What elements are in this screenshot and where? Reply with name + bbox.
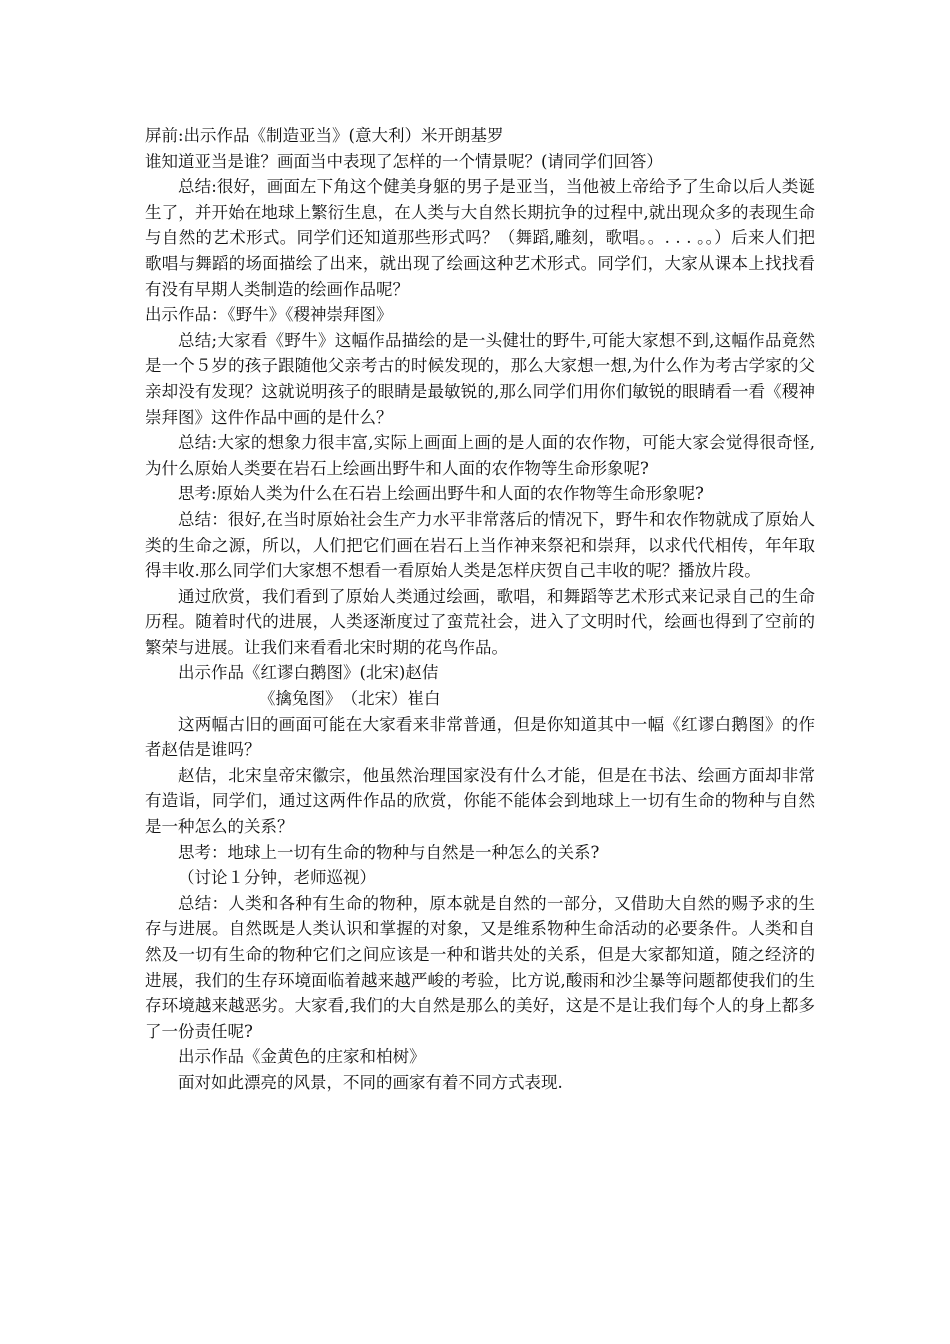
paragraph-summary-5: 总结：人类和各种有生命的物种，原本就是自然的一部分，又借助大自然的赐予求的生存与进展。自然既是人类认识和掌握的对象，又是维系物种生命活动的必要条件。人类和自然及一切有生命的物种它们之间应该是一种和谐共处的关系，但是大家都知道，随之经济的进展，我们的生存环境面临着越来越严峻的考验，比方说,酸雨和沙尘暴等问题都使我们的生存环境越来越恶劣。大家看,我们的大自然是那么的美好，这是不是让我们每个人的身上都多了一份责任呢? xyxy=(145,893,815,1041)
paragraph-think-1: 思考:原始人类为什么在石岩上绘画出野牛和人面的农作物等生命形象呢? xyxy=(178,484,704,504)
paragraph-summary-2: 总结;大家看《野牛》这幅作品描绘的是一头健壮的野牛,可能大家想不到,这幅作品竟然是一个５岁的孩子跟随他父亲考古的时候发现的，那么大家想一想,为什么作为考古学家的父亲却没有发现？这就说明孩子的眼睛是最敏锐的,那么同学们用你们敏锐的眼睛看一看《稷神崇拜图》这件作品中画的是什么？ xyxy=(145,330,815,427)
paragraph-show-works-3: 《擒兔图》 （北宋）崔白 xyxy=(259,689,441,709)
paragraph-discussion-note: （讨论１分钟，老师巡视） xyxy=(178,868,376,888)
paragraph-summary-4: 总结：很好,在当时原始社会生产力水平非常落后的情况下，野牛和农作物就成了原始人类的生命之源，所以，人们把它们画在岩石上当作神来祭祀和崇拜，以求代代相传，年年取得丰收.那么同学们大家想不想看一看原始人类是怎样庆贺自己丰收的呢？播放片段。 xyxy=(145,509,815,581)
paragraph-summary-3: 总结:大家的想象力很丰富,实际上画面上画的是人面的农作物，可能大家会觉得很奇怪,为什么原始人类要在岩石上绘画出野牛和人面的农作物等生命形象呢? xyxy=(145,433,815,478)
paragraph-question-zhaoji: 这两幅古旧的画面可能在大家看来非常普通，但是你知道其中一幅《红谬白鹅图》的作者赵佶是谁吗？ xyxy=(145,714,815,760)
paragraph-closing: 面对如此漂亮的风景，不同的画家有着不同方式表现. xyxy=(178,1072,563,1092)
paragraph-show-works-2: 出示作品《红谬白鹅图》(北宋)赵佶 xyxy=(178,663,439,683)
paragraph-summary-1: 总结:很好，画面左下角这个健美身躯的男子是亚当，当他被上帝给予了生命以后人类诞生了，并开始在地球上繁衍生息，在人类与大自然长期抗争的过程中,就出现众多的表现生命与自然的艺术形式。同学们还知道那些形式吗？（舞蹈,雕刻，歌唱。。. . . 。。）后来人们把歌唱与舞蹈的场面描绘了出来，就出现了绘画这种艺术形式。同学们，大家从课本上找找看有没有早期人类制造的绘画作品呢？ xyxy=(145,177,815,299)
paragraph-question-adam: 谁知道亚当是谁？画面当中表现了怎样的一个情景呢？(请同学们回答） xyxy=(145,151,663,171)
paragraph-think-2: 思考：地球上一切有生命的物种与自然是一种怎么的关系? xyxy=(178,842,600,862)
paragraph-zhaoji-bio: 赵佶，北宋皇帝宋徽宗，他虽然治理国家没有什么才能，但是在书法、绘画方面却非常有造诣，同学们，通过这两件作品的欣赏，你能不能体会到地球上一切有生命的物种与自然是一种怎么的关系？ xyxy=(145,765,815,837)
paragraph-show-works-1: 出示作品：《野牛》《稷神崇拜图》 xyxy=(145,305,393,325)
paragraph-appreciation: 通过欣赏，我们看到了原始人类通过绘画，歌唱，和舞蹈等艺术形式来记录自己的生命历程。随着时代的进展，人类逐渐度过了蛮荒社会，进入了文明时代，绘画也得到了空前的繁荣与进展。让我们来看看北宋时期的花鸟作品。 xyxy=(145,586,815,657)
paragraph-intro-artwork: 屏前:出示作品《制造亚当》(意大利）米开朗基罗 xyxy=(145,126,504,145)
paragraph-show-works-4: 出示作品《金黄色的庄家和柏树》 xyxy=(178,1047,426,1067)
document-body xyxy=(145,123,815,1096)
